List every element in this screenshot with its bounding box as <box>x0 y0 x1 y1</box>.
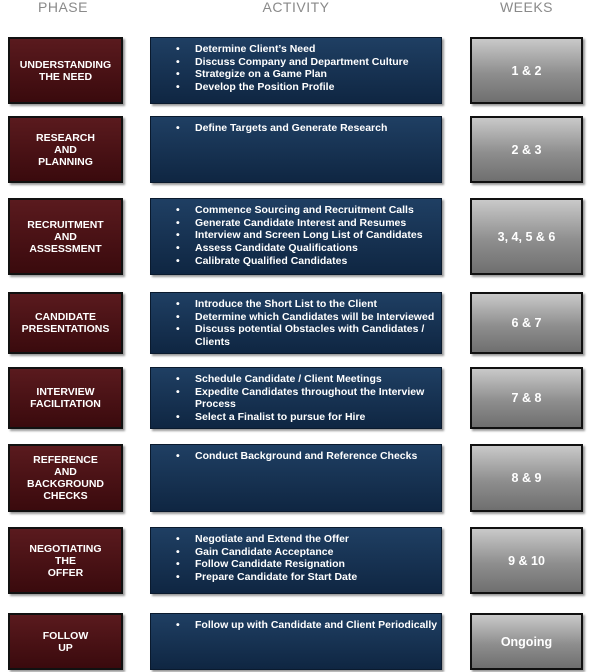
weeks-box: 8 & 9 <box>470 444 583 512</box>
phase-box: CANDIDATE PRESENTATIONS <box>8 292 123 354</box>
activity-box <box>150 444 442 512</box>
activity-box <box>150 527 442 594</box>
activity-item: • Prepare Candidate for Start Date <box>195 571 441 584</box>
activity-box <box>150 613 442 670</box>
activity-item: • Follow up with Candidate and Client Periodically <box>195 619 441 632</box>
activity-box <box>150 37 442 104</box>
activity-header: ACTIVITY <box>262 0 330 15</box>
activity-item: • Generate Candidate Interest and Resumes <box>195 217 441 230</box>
activity-list <box>151 298 441 349</box>
weeks-box: 7 & 8 <box>470 367 583 429</box>
activity-list <box>151 533 441 584</box>
weeks-box: 1 & 2 <box>470 37 583 104</box>
activity-box <box>150 198 442 275</box>
weeks-box: 6 & 7 <box>470 292 583 354</box>
activity-item: • Conduct Background and Reference Checks <box>195 450 441 463</box>
activity-item: • Expedite Candidates throughout the Interview Process <box>195 386 441 411</box>
phase-box: RECRUITMENT AND ASSESSMENT <box>8 198 123 275</box>
activity-item: • Determine Client’s Need <box>195 43 441 56</box>
phase-box: INTERVIEW FACILITATION <box>8 367 123 429</box>
activity-item: • Strategize on a Game Plan <box>195 68 441 81</box>
phase-box: RESEARCH AND PLANNING <box>8 116 123 183</box>
activity-item: • Follow Candidate Resignation <box>195 558 441 571</box>
activity-item: • Assess Candidate Qualifications <box>195 242 441 255</box>
activity-item: • Select a Finalist to pursue for Hire <box>195 411 441 424</box>
activity-item: • Calibrate Qualified Candidates <box>195 255 441 268</box>
activity-list <box>151 204 441 268</box>
activity-item: • Commence Sourcing and Recruitment Calls <box>195 204 441 217</box>
phase-header: PHASE <box>38 0 88 15</box>
activity-item: • Introduce the Short List to the Client <box>195 298 441 311</box>
activity-box <box>150 116 442 183</box>
weeks-box: Ongoing <box>470 613 583 670</box>
weeks-box: 3, 4, 5 & 6 <box>470 198 583 275</box>
activity-list <box>151 450 441 463</box>
weeks-box: 9 & 10 <box>470 527 583 594</box>
activity-item: • Develop the Position Profile <box>195 81 441 94</box>
phase-box: REFERENCE AND BACKGROUND CHECKS <box>8 444 123 512</box>
activity-list <box>151 373 441 424</box>
weeks-box: 2 & 3 <box>470 116 583 183</box>
phase-box: NEGOTIATING THE OFFER <box>8 527 123 594</box>
activity-list <box>151 122 441 135</box>
activity-box <box>150 367 442 429</box>
activity-item: • Gain Candidate Acceptance <box>195 546 441 559</box>
activity-item: • Define Targets and Generate Research <box>195 122 441 135</box>
activity-item: • Discuss potential Obstacles with Candidates / Clients <box>195 323 441 348</box>
weeks-header: WEEKS <box>499 0 554 15</box>
activity-item: • Determine which Candidates will be Interviewed <box>195 311 441 324</box>
activity-box <box>150 292 442 354</box>
activity-item: • Interview and Screen Long List of Candidates <box>195 229 441 242</box>
activity-item: • Schedule Candidate / Client Meetings <box>195 373 441 386</box>
phase-box: FOLLOW UP <box>8 613 123 670</box>
activity-list <box>151 43 441 94</box>
phase-box: UNDERSTANDING THE NEED <box>8 37 123 104</box>
activity-list <box>151 619 441 632</box>
activity-item: • Discuss Company and Department Culture <box>195 56 441 69</box>
activity-item: • Negotiate and Extend the Offer <box>195 533 441 546</box>
